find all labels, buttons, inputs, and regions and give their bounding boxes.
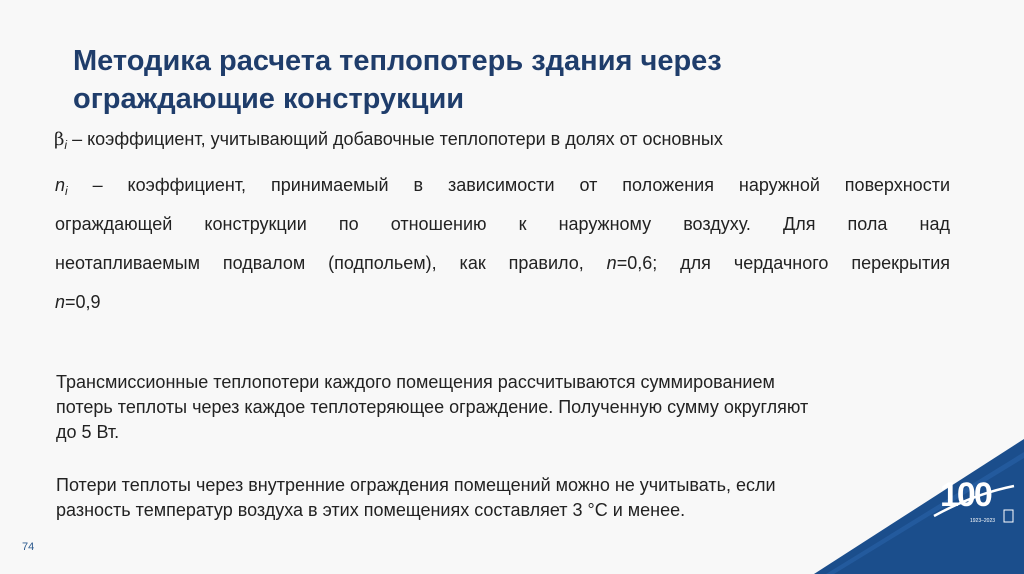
beta-subscript: i — [64, 138, 68, 152]
beta-symbol: β — [54, 129, 65, 150]
transmission-line-1: Трансмиссионные теплопотери каждого помещения рассчитываются суммированием — [56, 372, 775, 392]
n-coefficient-definition — [55, 166, 950, 322]
n-line-2: ограждающей конструкции по отношению к наружному воздуху. Для пола над — [55, 214, 950, 234]
n-line-3 — [55, 244, 950, 283]
n-text-4: =0,9 — [65, 292, 101, 312]
logo-big-text: 100 — [940, 476, 991, 514]
internal-losses-line-1: Потери теплоты через внутренние ограждения помещений можно не учитывать, если — [56, 475, 776, 495]
n-symbol: n — [55, 175, 66, 195]
title-line-1: Методика расчета теплопотерь здания через — [73, 45, 722, 77]
n-text-3a: неотапливаемым подвалом (подпольем), как правило, — [55, 253, 607, 273]
n-line-1 — [55, 166, 950, 205]
beta-definition — [54, 127, 914, 157]
n-inline-symbol-2: n — [55, 292, 66, 312]
transmission-line-2: потерь теплоты через каждое теплотеряющее ограждение. Полученную сумму округляют — [56, 397, 809, 417]
transmission-line-3: до 5 Вт. — [56, 422, 120, 442]
n-inline-symbol: n — [606, 253, 617, 273]
slide-title — [73, 42, 933, 118]
internal-losses-line-2: разность температур воздуха в этих помещениях составляет 3 °С и менее. — [56, 500, 686, 520]
anniversary-logo-corner — [774, 434, 1024, 574]
n-line-4 — [55, 283, 950, 322]
n-text-1: – коэффициент, принимаемый в зависимости от положения наружной поверхности — [67, 175, 950, 195]
corner-blue-shape — [814, 439, 1024, 574]
beta-text: – коэффициент, учитывающий добавочные теплопотери в долях от основных — [67, 129, 723, 149]
n-text-3b: =0,6; для чердачного перекрытия — [616, 253, 950, 273]
logo-years: 1923–2023 — [970, 518, 996, 524]
page-number: 74 — [22, 541, 35, 553]
n-subscript: i — [65, 184, 68, 198]
title-line-2: ограждающие конструкции — [73, 83, 465, 115]
